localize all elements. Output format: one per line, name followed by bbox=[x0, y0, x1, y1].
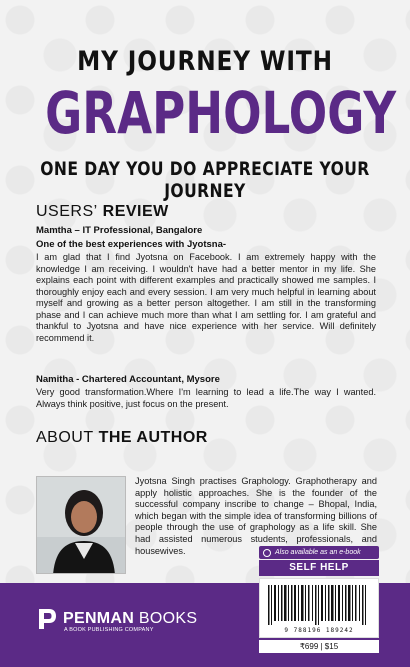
author-portrait-icon bbox=[37, 477, 126, 574]
ebook-note-text: Also available as an e-book bbox=[275, 549, 361, 556]
review-2-name: Namitha - Chartered Accountant, Mysore bbox=[36, 374, 220, 385]
penman-logo-icon bbox=[36, 607, 58, 631]
review-1-body: I am glad that I find Jyotsna on Facebook. I am extremely happy with the knowledge I am receiving. I wouldn't have had a better mentor in my life. She explains each point with different examples and practically showed me samples. I thoroughly enjoy each and every session. I am very much helpful in learning about myself and growing as a better person altogether. I am still in the transforming phase and I can achieve much more than what I am settling for. I am grateful and thankful to Jyotsna and have nice experience with her service. Will definitely recommend it. bbox=[36, 252, 376, 343]
about-author-heading-bold: THE AUTHOR bbox=[93, 429, 208, 446]
about-author-heading bbox=[36, 429, 208, 447]
publisher-tagline: A BOOK PUBLISHING COMPANY bbox=[64, 627, 154, 633]
users-review-heading-bold: REVIEW bbox=[97, 203, 169, 220]
subtitle: ONE DAY YOU DO APPRECIATE YOUR JOURNEY bbox=[40, 158, 370, 202]
ebook-availability-note bbox=[259, 546, 379, 559]
author-bio: Jyotsna Singh practises Graphology. Graphotherapy and apply holistic approaches. She is the founder of the successful company inscribe to change – Bhopal, India, which began with the simple idea of transforming billions of people through the use of graphology as a life skill. She had assisted numerous students, professionals, and housewives. bbox=[135, 476, 377, 556]
barcode-icon bbox=[260, 579, 380, 627]
about-author-heading-light: ABOUT bbox=[36, 429, 94, 446]
isbn-number: 9 788196 189242 bbox=[284, 627, 354, 634]
price-label: ₹699 | $15 bbox=[259, 640, 379, 653]
genre-label: SELF HELP bbox=[259, 560, 379, 576]
publisher-name-light: BOOKS bbox=[134, 610, 198, 627]
publisher-name bbox=[63, 610, 197, 628]
ebook-icon bbox=[263, 549, 271, 557]
title-line-1: MY JOURNEY WITH bbox=[77, 46, 333, 77]
title-line-2: GRAPHOLOGY bbox=[45, 79, 397, 147]
users-review-heading bbox=[36, 203, 169, 221]
review-1-name: Mamtha – IT Professional, Bangalore bbox=[36, 225, 203, 236]
review-1-headline: One of the best experiences with Jyotsna- bbox=[36, 239, 227, 250]
author-photo bbox=[36, 476, 126, 574]
publisher-name-bold: PENMAN bbox=[63, 610, 135, 627]
review-2-body: Very good transformation.Where I'm learning to lead a life.The way I wanted. Always think positive, just focus on the present. bbox=[36, 387, 376, 409]
users-review-heading-light: USERS’ bbox=[36, 203, 98, 220]
